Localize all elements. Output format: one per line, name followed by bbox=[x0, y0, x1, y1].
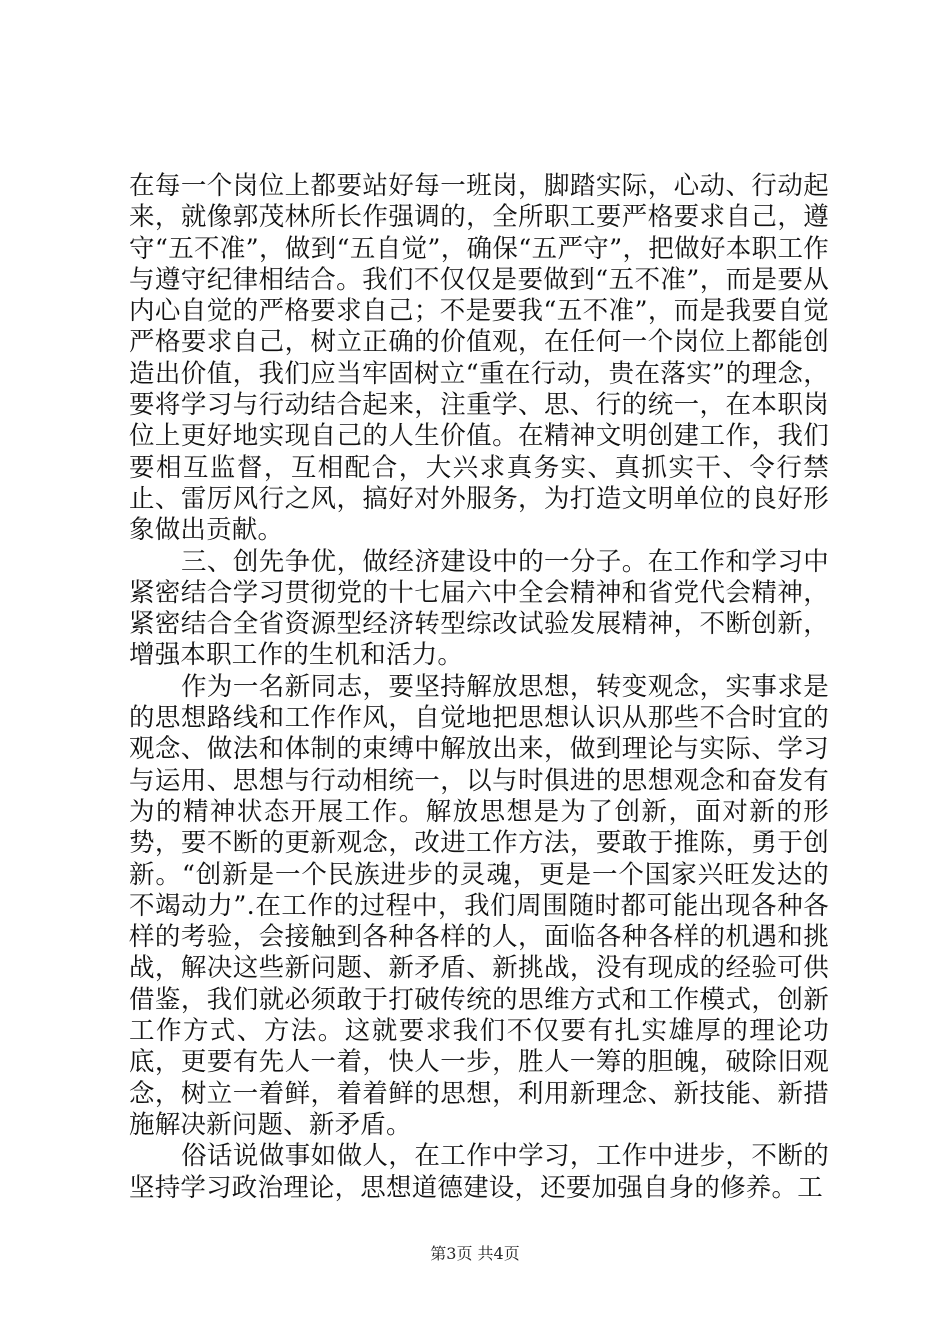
paragraph-4: 俗话说做事如做人，在工作中学习，工作中进步，不断的坚持学习政治理论，思想道德建设，还要加强自身的修养。工 bbox=[129, 1141, 829, 1203]
page-footer: 第3页 共4页 bbox=[430, 1244, 520, 1263]
paragraph-2: 三、创先争优，做经济建设中的一分子。在工作和学习中紧密结合学习贯彻党的十七届六中全会精神和省党代会精神，紧密结合全省资源型经济转型综改试验发展精神，不断创新，增强本职工作的生机和活力。 bbox=[129, 546, 829, 671]
paragraph-3: 作为一名新同志，要坚持解放思想，转变观念，实事求是的思想路线和工作作风，自觉地把思想认识从那些不合时宜的观念、做法和体制的束缚中解放出来，做到理论与实际、学习与运用、思想与行动相统一，以与时俱进的思想观念和奋发有为的精神状态开展工作。解放思想是为了创新，面对新的形势，要不断的更新观念，改进工作方法，要敢于推陈，勇于创新。“创新是一个民族进步的灵魂，更是一个国家兴旺发达的不竭动力”.在工作的过程中，我们周围随时都可能出现各种各样的考验，会接触到各种各样的人，面临各种各样的机遇和挑战，解决这些新问题、新矛盾、新挑战，没有现成的经验可供借鉴，我们就必须敢于打破传统的思维方式和工作模式，创新工作方式、方法。这就要求我们不仅要有扎实雄厚的理论功底，更要有先人一着，快人一步，胜人一筹的胆魄，破除旧观念，树立一着鲜，着着鲜的思想，利用新理念、新技能、新措施解决新问题、新矛盾。 bbox=[129, 671, 829, 1140]
paragraph-1: 在每一个岗位上都要站好每一班岗，脚踏实际，心动、行动起来，就像郭茂林所长作强调的，全所职工要严格要求自己，遵守“五不准”，做到“五自觉”，确保“五严守”，把做好本职工作与遵守纪律相结合。我们不仅仅是要做到“五不准”，而是要从内心自觉的严格要求自己；不是要我“五不准”，而是我要自觉严格要求自己，树立正确的价值观，在任何一个岗位上都能创造出价值，我们应当牢固树立“重在行动，贵在落实”的理念，要将学习与行动结合起来，注重学、思、行的统一，在本职岗位上更好地实现自己的人生价值。在精神文明创建工作，我们要相互监督，互相配合，大兴求真务实、真抓实干、令行禁止、雷厉风行之风，搞好对外服务，为打造文明单位的良好形象做出贡献。 bbox=[129, 171, 829, 546]
document-body bbox=[129, 171, 829, 1204]
